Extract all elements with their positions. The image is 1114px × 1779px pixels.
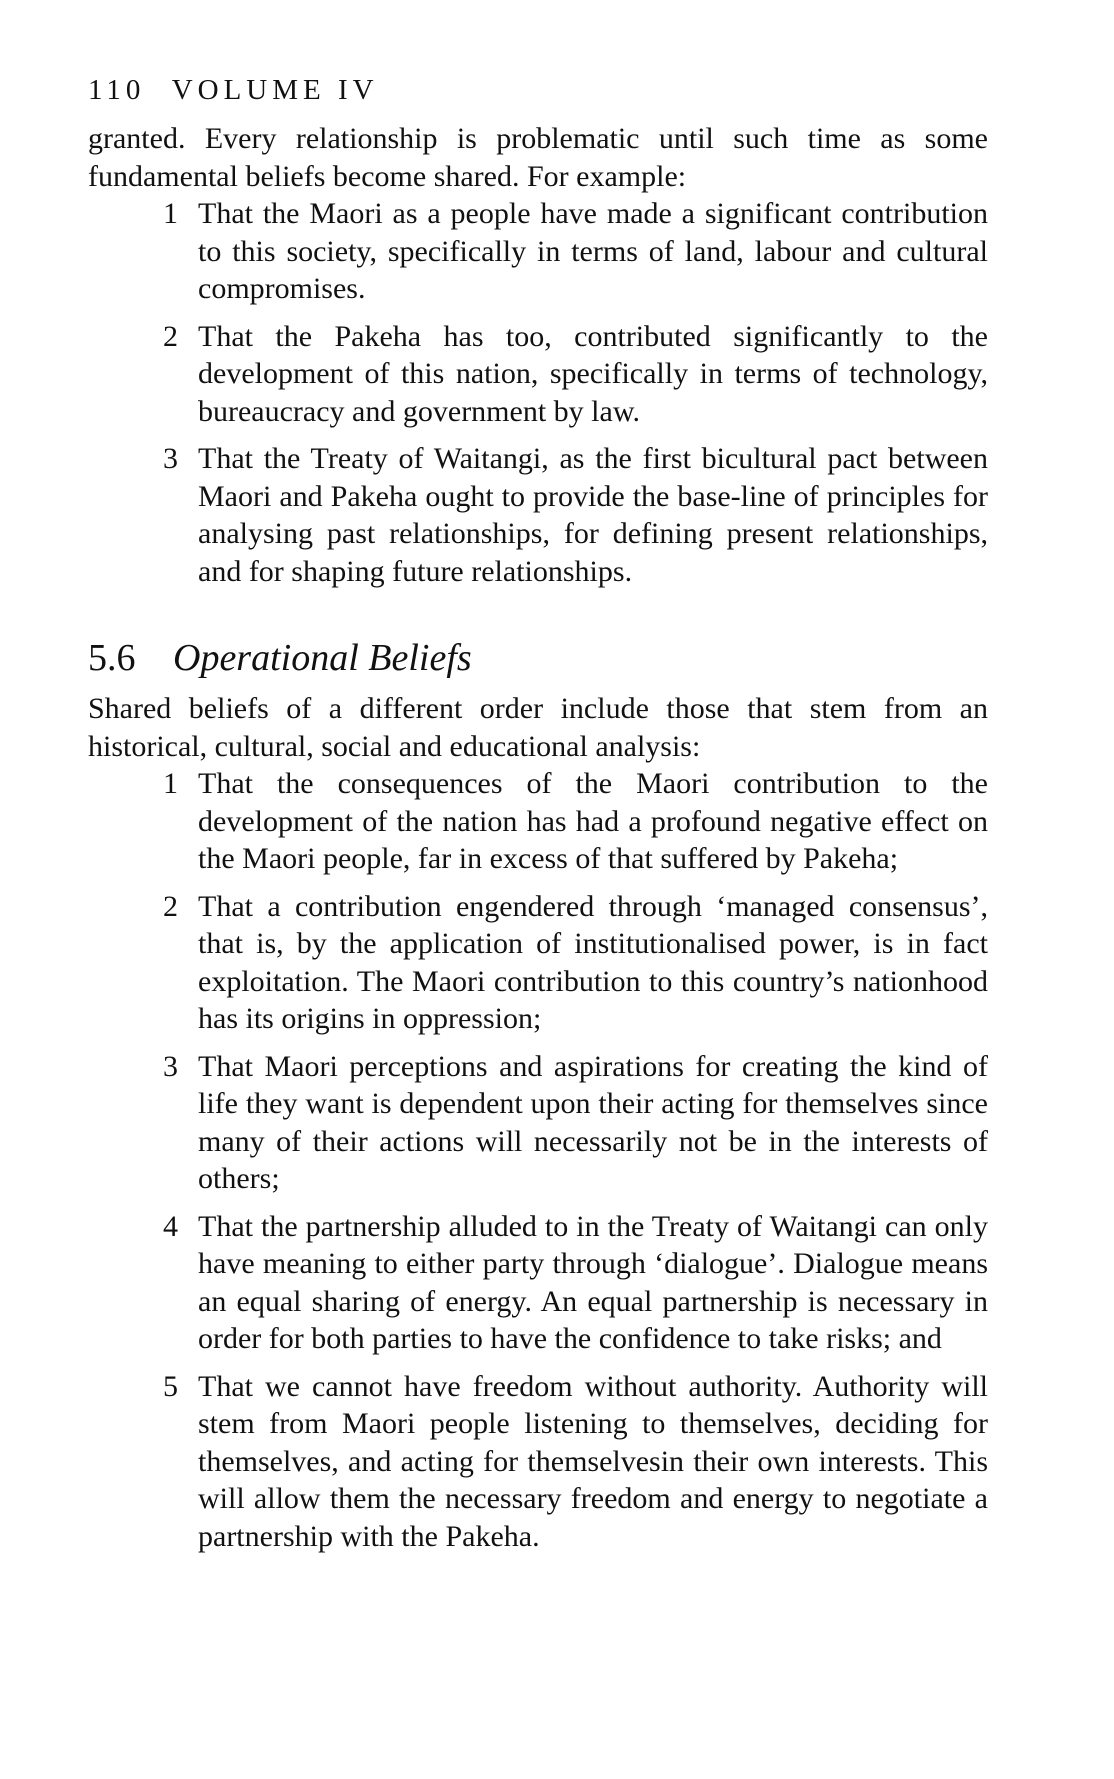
list-item (88, 1208, 988, 1358)
item-text: That Maori perceptions and aspirations for creating the kind of life they want is dependent upon their acting for themselves since many of their actions will necessarily not be in the interests of others; (198, 1049, 988, 1195)
item-text: That the Maori as a people have made a significant contribution to this society, specifically in terms of land, labour and cultural compromises. (198, 197, 988, 305)
section-number: 5.6 (88, 637, 136, 679)
volume-label: VOLUME IV (171, 74, 379, 106)
item-text: That a contribution engendered through ‘managed consensus’, that is, by the application of institutionalised power, is in fact exploitation. The Maori contribution to this country’s nationhood has its origins in oppression; (198, 889, 988, 1035)
item-text: That the Pakeha has too, contributed significantly to the development of this nation, specifically in terms of technology, bureaucracy and government by law. (198, 319, 988, 428)
book-page (88, 70, 988, 1565)
item-number: 4 (163, 1209, 178, 1243)
item-text: That the consequences of the Maori contribution to the development of the nation has had a profound negative effect on the Maori people, far in excess of that suffered by Pakeha; (198, 767, 988, 875)
item-number: 2 (163, 319, 178, 353)
item-number: 1 (163, 767, 178, 800)
list-item (88, 888, 988, 1038)
item-number: 1 (163, 197, 178, 230)
list-item (88, 1368, 988, 1556)
page-number: 110 (88, 74, 146, 106)
list-item (88, 1048, 988, 1198)
item-text: That the partnership alluded to in the Treaty of Waitangi can only have meaning to either party through ‘dialogue’. Dialogue means an equal sharing of energy. An equal partnership is necessary in order for both parties to have the confidence to take risks; and (198, 1209, 988, 1355)
item-number: 3 (163, 1049, 178, 1083)
list-item (88, 195, 988, 308)
section-heading (88, 634, 988, 682)
shared-beliefs-list (88, 195, 988, 590)
item-number: 5 (163, 1369, 178, 1403)
list-item (88, 318, 988, 431)
list-item (88, 440, 988, 590)
section-intro-paragraph: Shared beliefs of a different order include those that stem from an historical, cultural, social and educational analysis: (88, 692, 988, 763)
item-number: 3 (163, 442, 178, 475)
section-title: Operational Beliefs (173, 637, 472, 679)
operational-beliefs-list (88, 765, 988, 1555)
item-text: That the Treaty of Waitangi, as the first bicultural pact between Maori and Pakeha ought to provide the base-line of principles for analysing past relationships, for defining present relationships, and for shaping future relationships. (198, 442, 988, 588)
running-head (88, 70, 988, 110)
list-item (88, 765, 988, 878)
item-text: That we cannot have freedom without authority. Authority will stem from Maori people listening to themselves, deciding for themselves, and acting for themselvesin their own interests. This will allow them the necessary freedom and energy to negotiate a partnership with the Pakeha. (198, 1369, 988, 1553)
item-number: 2 (163, 889, 178, 923)
intro-paragraph: granted. Every relationship is problematic until such time as some fundamental beliefs become shared. For example: (88, 122, 988, 193)
